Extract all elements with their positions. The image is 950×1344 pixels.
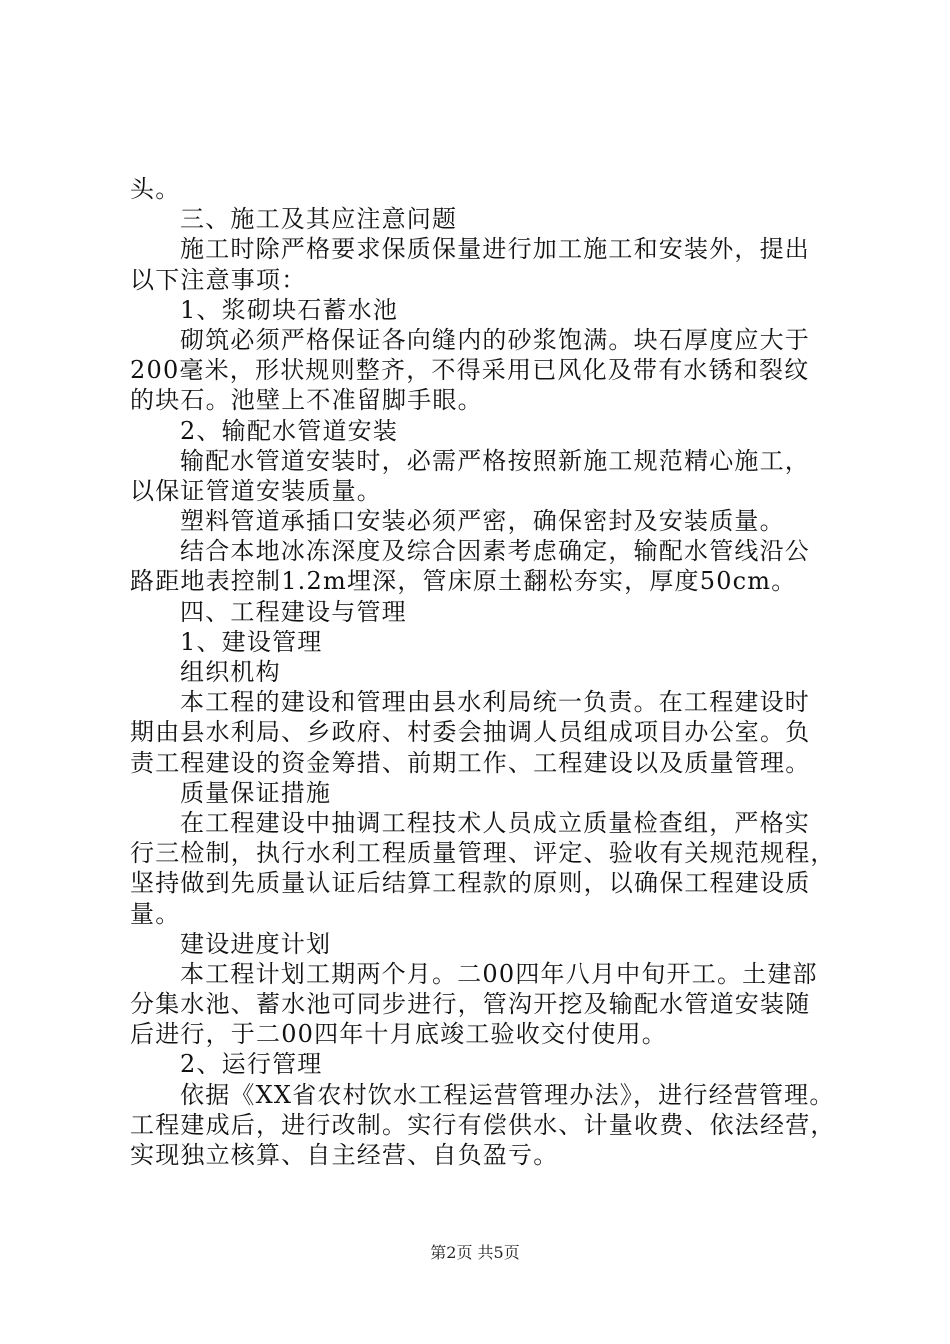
text-line: 分集水池、蓄水池可同步进行，管沟开挖及输配水管道安装随 [130, 990, 811, 1019]
text-line: 在工程建设中抽调工程技术人员成立质量检查组，严格实 [180, 808, 810, 837]
text-line: 以保证管道安装质量。 [130, 476, 382, 505]
page-footer: 第2页 共5页 [430, 1243, 520, 1262]
text-line: 路距地表控制1.2m埋深，管床原土翻松夯实，厚度50cm。 [130, 567, 797, 596]
text-line: 三、施工及其应注意问题 [180, 205, 458, 234]
text-line: 以下注意事项： [130, 265, 307, 294]
text-line: 砌筑必须严格保证各向缝内的砂浆饱满。块石厚度应大于 [180, 325, 810, 354]
text-line: 200毫米，形状规则整齐，不得采用已风化及带有水锈和裂纹 [130, 356, 810, 385]
text-line: 本工程的建设和管理由县水利局统一负责。在工程建设时 [180, 688, 810, 717]
text-line: 1、建设管理 [180, 627, 323, 656]
text-line: 责工程建设的资金筹措、前期工作、工程建设以及质量管理。 [130, 748, 811, 777]
text-line: 量。 [130, 899, 181, 928]
text-line: 期由县水利局、乡政府、村委会抽调人员组成项目办公室。负 [130, 718, 811, 747]
text-line: 2、输配水管道安装 [180, 416, 399, 445]
text-line: 质量保证措施 [180, 778, 332, 807]
text-line: 建设进度计划 [180, 929, 332, 958]
text-line: 组织机构 [180, 658, 281, 686]
text-line: 塑料管道承插口安装必须严密，确保密封及安装质量。 [180, 507, 785, 536]
document-body [130, 174, 842, 1170]
text-line: 2、运行管理 [180, 1050, 323, 1079]
text-line: 结合本地冰冻深度及综合因素考虑确定，输配水管线沿公 [180, 537, 810, 566]
text-line: 依据《XX省农村饮水工程运营管理办法》，进行经营管理。 [180, 1080, 835, 1109]
text-line: 坚持做到先质量认证后结算工程款的原则，以确保工程建设质 [130, 869, 811, 898]
text-line: 实现独立核算、自主经营、自负盈亏。 [130, 1141, 559, 1169]
text-line: 输配水管道安装时，必需严格按照新施工规范精心施工， [180, 446, 810, 475]
text-line: 四、工程建设与管理 [180, 597, 407, 626]
text-line: 后进行，于二00四年十月底竣工验收交付使用。 [130, 1020, 667, 1049]
text-line: 头。 [130, 175, 181, 203]
text-line: 1、浆砌块石蓄水池 [180, 295, 399, 324]
text-line: 本工程计划工期两个月。二00四年八月中旬开工。土建部 [180, 959, 818, 988]
text-line: 施工时除严格要求保质保量进行加工施工和安装外，提出 [180, 235, 810, 264]
text-line: 行三检制，执行水利工程质量管理、评定、验收有关规范规程， [130, 839, 836, 868]
text-line: 工程建成后，进行改制。实行有偿供水、计量收费、依法经营， [130, 1110, 836, 1139]
text-line: 的块石。池壁上不准留脚手眼。 [130, 386, 483, 415]
